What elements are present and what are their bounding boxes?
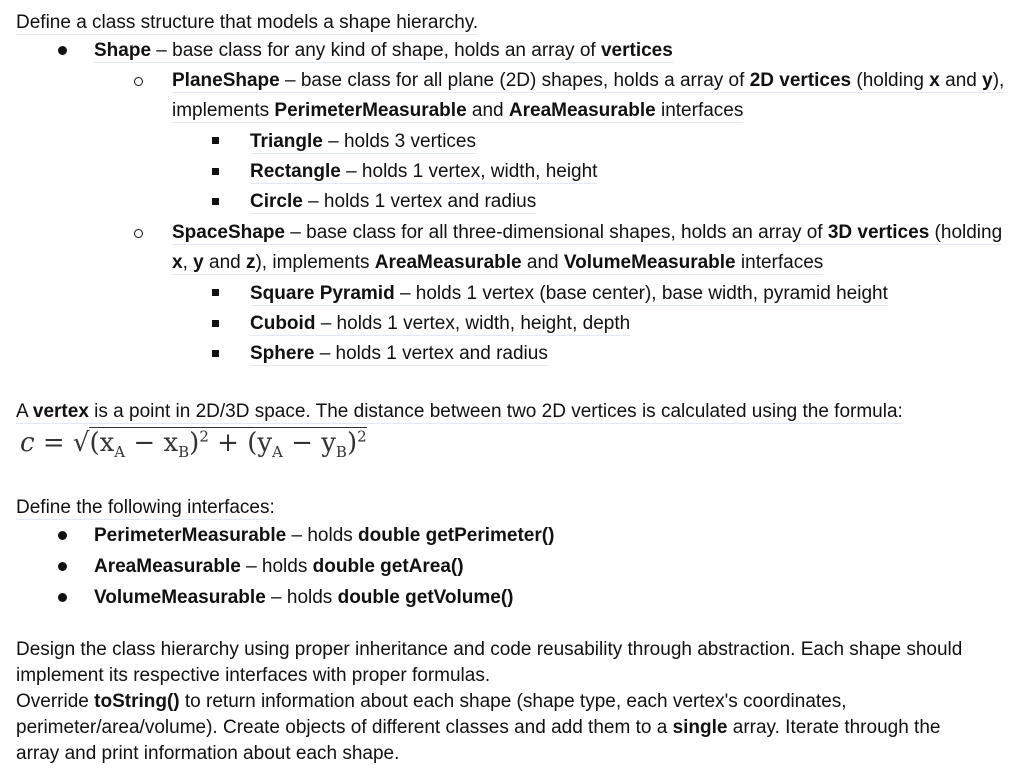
bullet-icon bbox=[58, 531, 67, 540]
list-item-triangle: Triangle – holds 3 vertices bbox=[250, 131, 476, 152]
bullet-icon bbox=[58, 593, 67, 602]
list-item-square-pyramid: Square Pyramid – holds 1 vertex (base center), base width, pyramid height bbox=[250, 283, 888, 304]
list-item-rectangle: Rectangle – holds 1 vertex, width, height bbox=[250, 161, 598, 182]
interface-item-volume: VolumeMeasurable – holds double getVolume() bbox=[94, 587, 514, 608]
design-paragraph-line2: implement its respective interfaces with proper formulas. bbox=[16, 665, 491, 686]
circle-bullet-icon bbox=[134, 77, 143, 86]
bullet-icon bbox=[58, 46, 67, 55]
interface-item-perimeter: PerimeterMeasurable – holds double getPerimeter() bbox=[94, 525, 555, 546]
intro-text: Define a class structure that models a shape hierarchy. bbox=[16, 12, 479, 33]
planeshape-item-cont: implements PerimeterMeasurable and AreaMeasurable interfaces bbox=[172, 100, 744, 121]
square-bullet-icon bbox=[212, 289, 219, 296]
override-paragraph-line3: array and print information about each shape. bbox=[16, 743, 400, 764]
design-paragraph-line1: Design the class hierarchy using proper inheritance and code reusability through abstraction. Each shape should bbox=[16, 639, 963, 660]
override-paragraph-line2: perimeter/area/volume). Create objects of different classes and add them to a single array. Iterate through the bbox=[16, 717, 941, 738]
vertex-paragraph: A vertex is a point in 2D/3D space. The distance between two 2D vertices is calculated using the formula: bbox=[16, 401, 903, 422]
planeshape-item: PlaneShape – base class for all plane (2D) shapes, holds a array of 2D vertices (holding x and y), bbox=[172, 70, 1005, 91]
list-item-circle: Circle – holds 1 vertex and radius bbox=[250, 191, 537, 212]
square-bullet-icon bbox=[212, 137, 219, 144]
shape-item: Shape – base class for any kind of shape, holds an array of vertices bbox=[94, 40, 673, 61]
bullet-icon bbox=[58, 562, 67, 571]
distance-formula: $c = √(x_A - x_B)^2 + (y_A - y_B)^2$ bbox=[20, 427, 367, 462]
spaceshape-item-cont: x, y and z), implements AreaMeasurable and VolumeMeasurable interfaces bbox=[172, 252, 824, 273]
spaceshape-item: SpaceShape – base class for all three-dimensional shapes, holds an array of 3D vertices (holding bbox=[172, 222, 1003, 243]
square-bullet-icon bbox=[212, 350, 219, 357]
interface-item-area: AreaMeasurable – holds double getArea() bbox=[94, 556, 464, 577]
circle-bullet-icon bbox=[134, 229, 143, 238]
override-paragraph-line1: Override toString() to return information about each shape (shape type, each vertex's coordinates, bbox=[16, 691, 847, 712]
square-bullet-icon bbox=[212, 198, 219, 205]
square-bullet-icon bbox=[212, 320, 219, 327]
square-bullet-icon bbox=[212, 168, 219, 175]
list-item-sphere: Sphere – holds 1 vertex and radius bbox=[250, 343, 548, 364]
list-item-cuboid: Cuboid – holds 1 vertex, width, height, depth bbox=[250, 313, 631, 334]
interfaces-title: Define the following interfaces: bbox=[16, 497, 275, 518]
